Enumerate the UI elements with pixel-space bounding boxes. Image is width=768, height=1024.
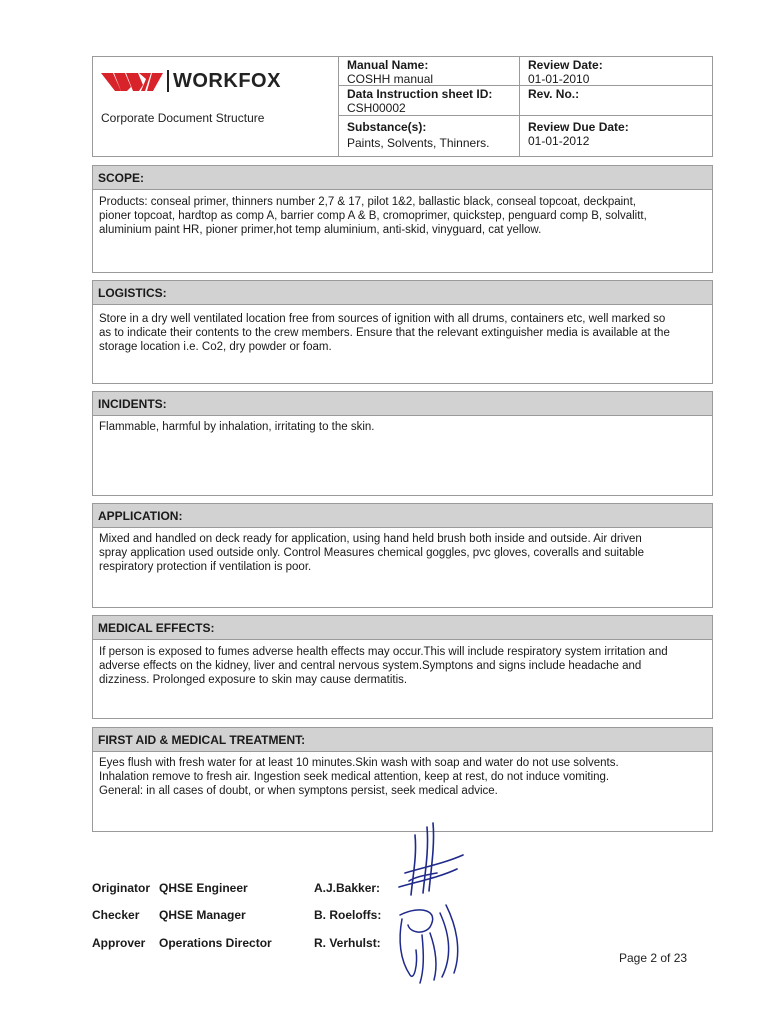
scope-line: Products: conseal primer, thinners number 2,7 & 17, pilot 1&2, ballastic black, conseal topcoat, deckpaint, [99, 196, 636, 208]
medical-effects-line: adverse effects on the kidney, liver and central nervous system.Symptons and signs include headache and [99, 660, 642, 672]
incidents-section [92, 391, 713, 496]
originator-role: Originator [92, 881, 151, 895]
approver-title: Operations Director [159, 936, 272, 950]
document-header [92, 56, 713, 157]
workfox-logo [101, 67, 281, 95]
medical-effects-title: MEDICAL EFFECTS: [93, 616, 712, 640]
page-number: Page 2 of 23 [619, 951, 688, 965]
substances-value: Paints, Solvents, Thinners. [347, 136, 490, 150]
medical-effects-line: If person is exposed to fumes adverse health effects may occur.This will include respiratory system irritation and [99, 646, 668, 658]
sheet-id-cell [339, 86, 520, 116]
application-line: Mixed and handled on deck ready for application, using hand held brush both inside and outside. Air driven [99, 533, 642, 545]
logistics-section [92, 280, 713, 384]
incidents-title: INCIDENTS: [93, 392, 712, 416]
checker-name: B. Roeloffs: [314, 908, 382, 922]
substances-cell [339, 116, 520, 156]
application-line: respiratory protection if ventilation is poor. [99, 561, 312, 573]
review-due-label: Review Due Date: [528, 120, 629, 134]
application-body [93, 528, 712, 574]
first-aid-line: Eyes flush with fresh water for at least 10 minutes.Skin wash with soap and water do not use solvents. [99, 757, 619, 769]
originator-title: QHSE Engineer [159, 881, 248, 895]
signature-roeloffs-icon [380, 895, 470, 990]
scope-line: aluminium paint HR, pioner primer,hot temp aluminium, anti-skid, vinyguard, cat yellow. [99, 224, 542, 236]
first-aid-line: General: in all cases of doubt, or when symptons persist, seek medical advice. [99, 785, 498, 797]
scope-title: SCOPE: [93, 166, 712, 190]
logo-cell [93, 57, 339, 156]
medical-effects-section [92, 615, 713, 719]
medical-effects-body [93, 640, 712, 687]
rev-no-cell [520, 86, 712, 116]
signature-bakker-icon [385, 815, 475, 905]
first-aid-body [93, 752, 712, 798]
logo-divider [167, 70, 169, 92]
scope-section [92, 165, 713, 273]
logo-mark-icon [101, 69, 165, 93]
logistics-body [93, 305, 712, 354]
first-aid-title: FIRST AID & MEDICAL TREATMENT: [93, 728, 712, 752]
logistics-title: LOGISTICS: [93, 281, 712, 305]
review-date-label: Review Date: [528, 58, 603, 72]
approver-name: R. Verhulst: [314, 936, 381, 950]
review-due-value: 01-01-2012 [528, 134, 590, 148]
manual-name-value: COSHH manual [347, 72, 434, 86]
first-aid-line: Inhalation remove to fresh air. Ingestion seek medical attention, keep at rest, do not induce vomiting. [99, 771, 610, 783]
logistics-line: storage location i.e. Co2, dry powder or foam. [99, 341, 332, 353]
checker-title: QHSE Manager [159, 908, 246, 922]
manual-name-label: Manual Name: [347, 58, 429, 72]
checker-role: Checker [92, 908, 140, 922]
document-subtitle: Corporate Document Structure [101, 111, 265, 125]
scope-body [93, 190, 712, 237]
review-date-value: 01-01-2010 [528, 72, 590, 86]
incidents-body [93, 416, 712, 434]
sheet-id-label: Data Instruction sheet ID: [347, 87, 493, 101]
substances-label: Substance(s): [347, 120, 427, 134]
logistics-line: as to indicate their contents to the crew members. Ensure that the relevant extinguisher media is available at the [99, 327, 670, 339]
application-title: APPLICATION: [93, 504, 712, 528]
review-due-cell [520, 116, 712, 156]
sheet-id-value: CSH00002 [347, 101, 406, 115]
logistics-line: Store in a dry well ventilated location free from sources of ignition with all drums, containers etc, well marked so [99, 313, 666, 325]
medical-effects-line: dizziness. Prolonged exposure to skin may cause dermatitis. [99, 674, 408, 686]
review-date-cell [520, 57, 712, 86]
rev-no-label: Rev. No.: [528, 87, 580, 101]
brand-name: WORKFOX [173, 69, 281, 92]
scope-line: pioner topcoat, hardtop as comp A, barrier comp A & B, cromoprimer, quickstep, penguard comp B, solvalitt, [99, 210, 647, 222]
approver-role: Approver [92, 936, 146, 950]
manual-name-cell [339, 57, 520, 86]
incidents-line: Flammable, harmful by inhalation, irritating to the skin. [99, 421, 375, 433]
application-section [92, 503, 713, 608]
originator-name: A.J.Bakker: [314, 881, 381, 895]
application-line: spray application used outside only. Control Measures chemical goggles, pvc gloves, coveralls and suitable [99, 547, 645, 559]
